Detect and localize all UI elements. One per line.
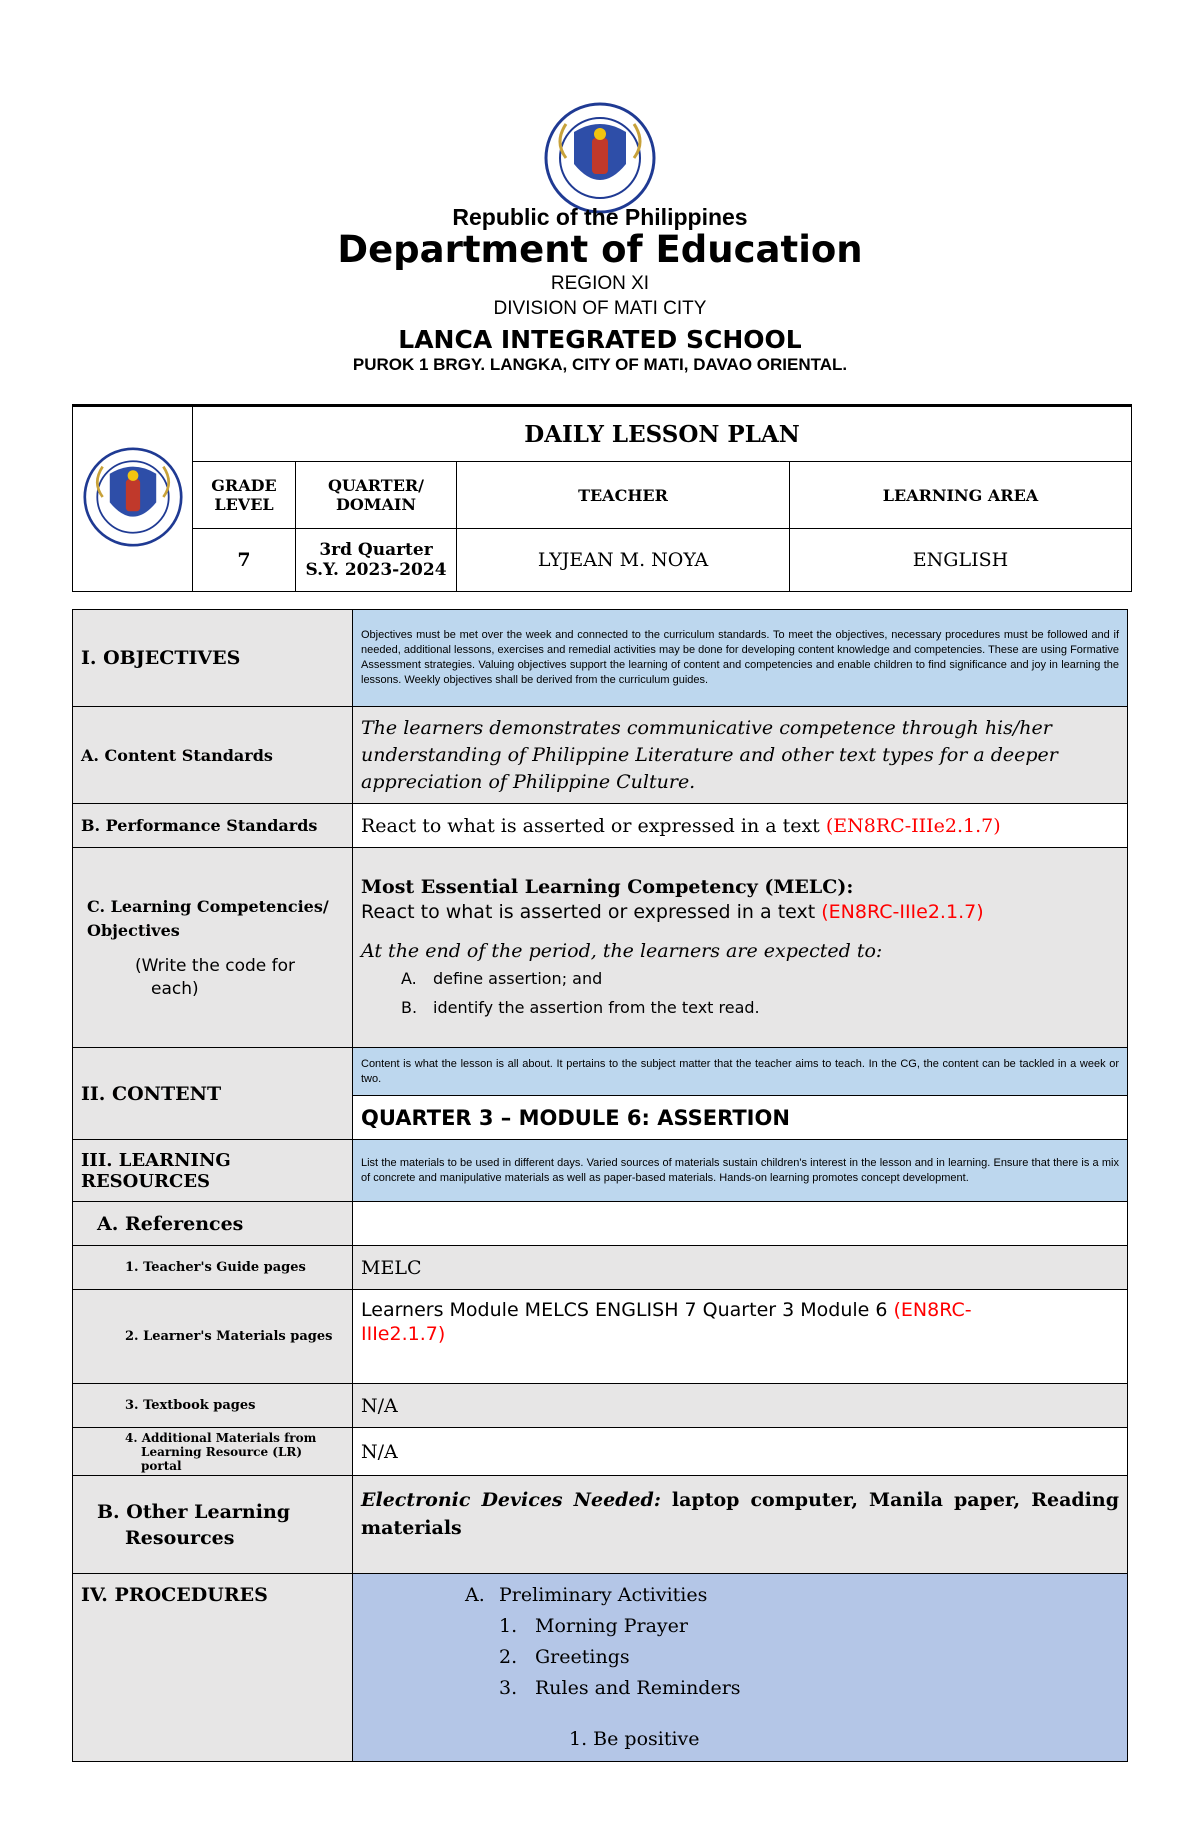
preliminary-text: Morning Prayer — [535, 1615, 688, 1637]
learners-materials-code-2: IIIe2.1.7) — [361, 1323, 446, 1345]
grade-value: 7 — [193, 529, 296, 592]
teachers-guide-label: 1. Teacher's Guide pages — [73, 1246, 353, 1290]
division-text: DIVISION OF MATI CITY — [493, 298, 707, 319]
school-address: PUROK 1 BRGY. LANGKA, CITY OF MATI, DAVAO ORIENTAL. — [352, 355, 848, 374]
other-resources-label — [73, 1476, 353, 1574]
department-heading: Department of Education — [337, 228, 863, 271]
preliminary-num: 3. — [499, 1677, 518, 1699]
content-standards-text: The learners demonstrates communicative competence through his/her understanding of Philippine Literature and other text types for a deeper appreciation of Philippine Culture. — [353, 707, 1128, 804]
preliminary-heading — [465, 1580, 1119, 1611]
other-label-line1: B. Other Learning — [97, 1500, 291, 1523]
preliminary-item — [465, 1673, 1119, 1704]
references-label: A. References — [73, 1202, 353, 1246]
end-period-text: At the end of the period, the learners are expected to: — [361, 939, 883, 962]
additional-label-line1: 4. Additional Materials from — [125, 1430, 317, 1445]
col-teacher: TEACHER — [457, 462, 790, 529]
preliminary-text: Rules and Reminders — [535, 1677, 741, 1699]
preliminary-letter: A. — [465, 1584, 485, 1606]
dlp-title: DAILY LESSON PLAN — [193, 406, 1132, 462]
teachers-guide-value: MELC — [353, 1246, 1128, 1290]
deped-seal-icon — [83, 447, 183, 547]
competencies-label-line1: C. Learning Competencies/ — [87, 896, 329, 916]
area-value: ENGLISH — [790, 529, 1132, 592]
performance-standards-code: (EN8RC-IIIe2.1.7) — [825, 814, 1001, 837]
additional-label-line2: Learning Resource (LR) portal — [141, 1444, 303, 1473]
additional-materials-value: N/A — [353, 1428, 1128, 1476]
competencies-note-line2: each) — [151, 978, 199, 999]
melc-text: React to what is asserted or expressed in a text — [361, 900, 816, 923]
lesson-plan-table — [72, 609, 1128, 1762]
objective-letter: B. — [401, 997, 418, 1017]
performance-standards-label: B. Performance Standards — [73, 804, 353, 848]
dlp-header-table — [72, 404, 1132, 592]
col-learning-area: LEARNING AREA — [790, 462, 1132, 529]
melc-title: Most Essential Learning Competency (MELC): — [361, 875, 854, 898]
region-text: REGION XI — [550, 273, 650, 294]
preliminary-item — [465, 1611, 1119, 1642]
learners-materials-cell — [353, 1290, 1128, 1384]
teacher-value: LYJEAN M. NOYA — [457, 529, 790, 592]
objective-letter: A. — [401, 968, 417, 988]
resources-label: III. LEARNING RESOURCES — [73, 1140, 353, 1202]
textbook-label: 3. Textbook pages — [73, 1384, 353, 1428]
competencies-label-line2: Objectives — [87, 920, 180, 940]
col-grade-line2: LEVEL — [214, 495, 274, 514]
melc-code: (EN8RC-IIIe2.1.7) — [821, 900, 984, 923]
preliminary-item — [465, 1642, 1119, 1673]
col-quarter-line1: QUARTER/ — [327, 476, 425, 495]
module-title: QUARTER 3 – MODULE 6: ASSERTION — [353, 1096, 1128, 1140]
school-name: LANCA INTEGRATED SCHOOL — [398, 325, 802, 354]
deped-seal-icon — [544, 102, 656, 214]
col-grade-level — [193, 462, 296, 529]
competencies-cell — [353, 848, 1128, 1048]
competencies-label — [73, 848, 353, 1048]
rule-item: 1. Be positive — [569, 1728, 700, 1750]
learners-materials-code-1: (EN8RC- — [893, 1299, 972, 1321]
preliminary-title: Preliminary Activities — [499, 1584, 708, 1606]
procedures-cell — [353, 1574, 1128, 1762]
textbook-value: N/A — [353, 1384, 1128, 1428]
objective-item — [401, 964, 1119, 993]
other-resources-cell — [353, 1476, 1128, 1574]
objective-list — [361, 964, 1119, 1022]
quarter-line1: 3rd Quarter — [319, 540, 433, 560]
resources-note: List the materials to be used in different days. Varied sources of materials sustain children's interest in the lesson and in learning. Ensure that there is a mix of concrete and manipulative materials as well as paper-based materials. Hands-on learning promotes concept development. — [353, 1140, 1128, 1202]
col-quarter-line2: DOMAIN — [335, 495, 417, 514]
content-note: Content is what the lesson is all about. It pertains to the subject matter that the teacher aims to teach. In the CG, the content can be tackled in a week or two. — [353, 1048, 1128, 1096]
preliminary-num: 1. — [499, 1615, 518, 1637]
content-label: II. CONTENT — [73, 1048, 353, 1140]
preliminary-text: Greetings — [535, 1646, 630, 1668]
procedures-label: IV. PROCEDURES — [73, 1574, 353, 1762]
objective-item — [401, 993, 1119, 1022]
quarter-line2: S.Y. 2023-2024 — [305, 560, 447, 580]
col-quarter-domain — [296, 462, 457, 529]
learners-materials-label: 2. Learner's Materials pages — [73, 1290, 353, 1384]
objective-text: define assertion; and — [433, 968, 603, 988]
references-value — [353, 1202, 1128, 1246]
additional-materials-label — [73, 1428, 353, 1476]
objective-text: identify the assertion from the text read. — [433, 997, 760, 1017]
other-resources-text: laptop computer, Manila paper, Reading materials — [361, 1489, 1119, 1539]
content-standards-label: A. Content Standards — [73, 707, 353, 804]
learners-materials-value: Learners Module MELCS ENGLISH 7 Quarter 3 Module 6 — [361, 1299, 888, 1321]
other-label-line2: Resources — [125, 1526, 235, 1549]
competencies-note-line1: (Write the code for — [135, 955, 295, 976]
objectives-note: Objectives must be met over the week and connected to the curriculum standards. To meet the objectives, necessary procedures must be followed and if needed, additional lessons, exercises and remedial activities may be done for developing content knowledge and competencies. These are using Formative Assessment strategies. Valuing objectives support the learning of content and competencies and enable children to find significance and joy in learning the lessons. Weekly objectives shall be derived from the curriculum guides. — [353, 610, 1128, 707]
objectives-label: I. OBJECTIVES — [73, 610, 353, 707]
other-resources-lead: Electronic Devices Needed: — [361, 1489, 661, 1511]
republic-heading: Republic of the Philippines — [452, 204, 748, 230]
dlp-logo-cell — [73, 406, 193, 592]
preliminary-num: 2. — [499, 1646, 518, 1668]
col-grade-line1: GRADE — [211, 476, 277, 495]
performance-standards-text: React to what is asserted or expressed in a text — [361, 814, 820, 837]
performance-standards-cell — [353, 804, 1128, 848]
quarter-value — [296, 529, 457, 592]
melc-line — [361, 900, 1119, 924]
